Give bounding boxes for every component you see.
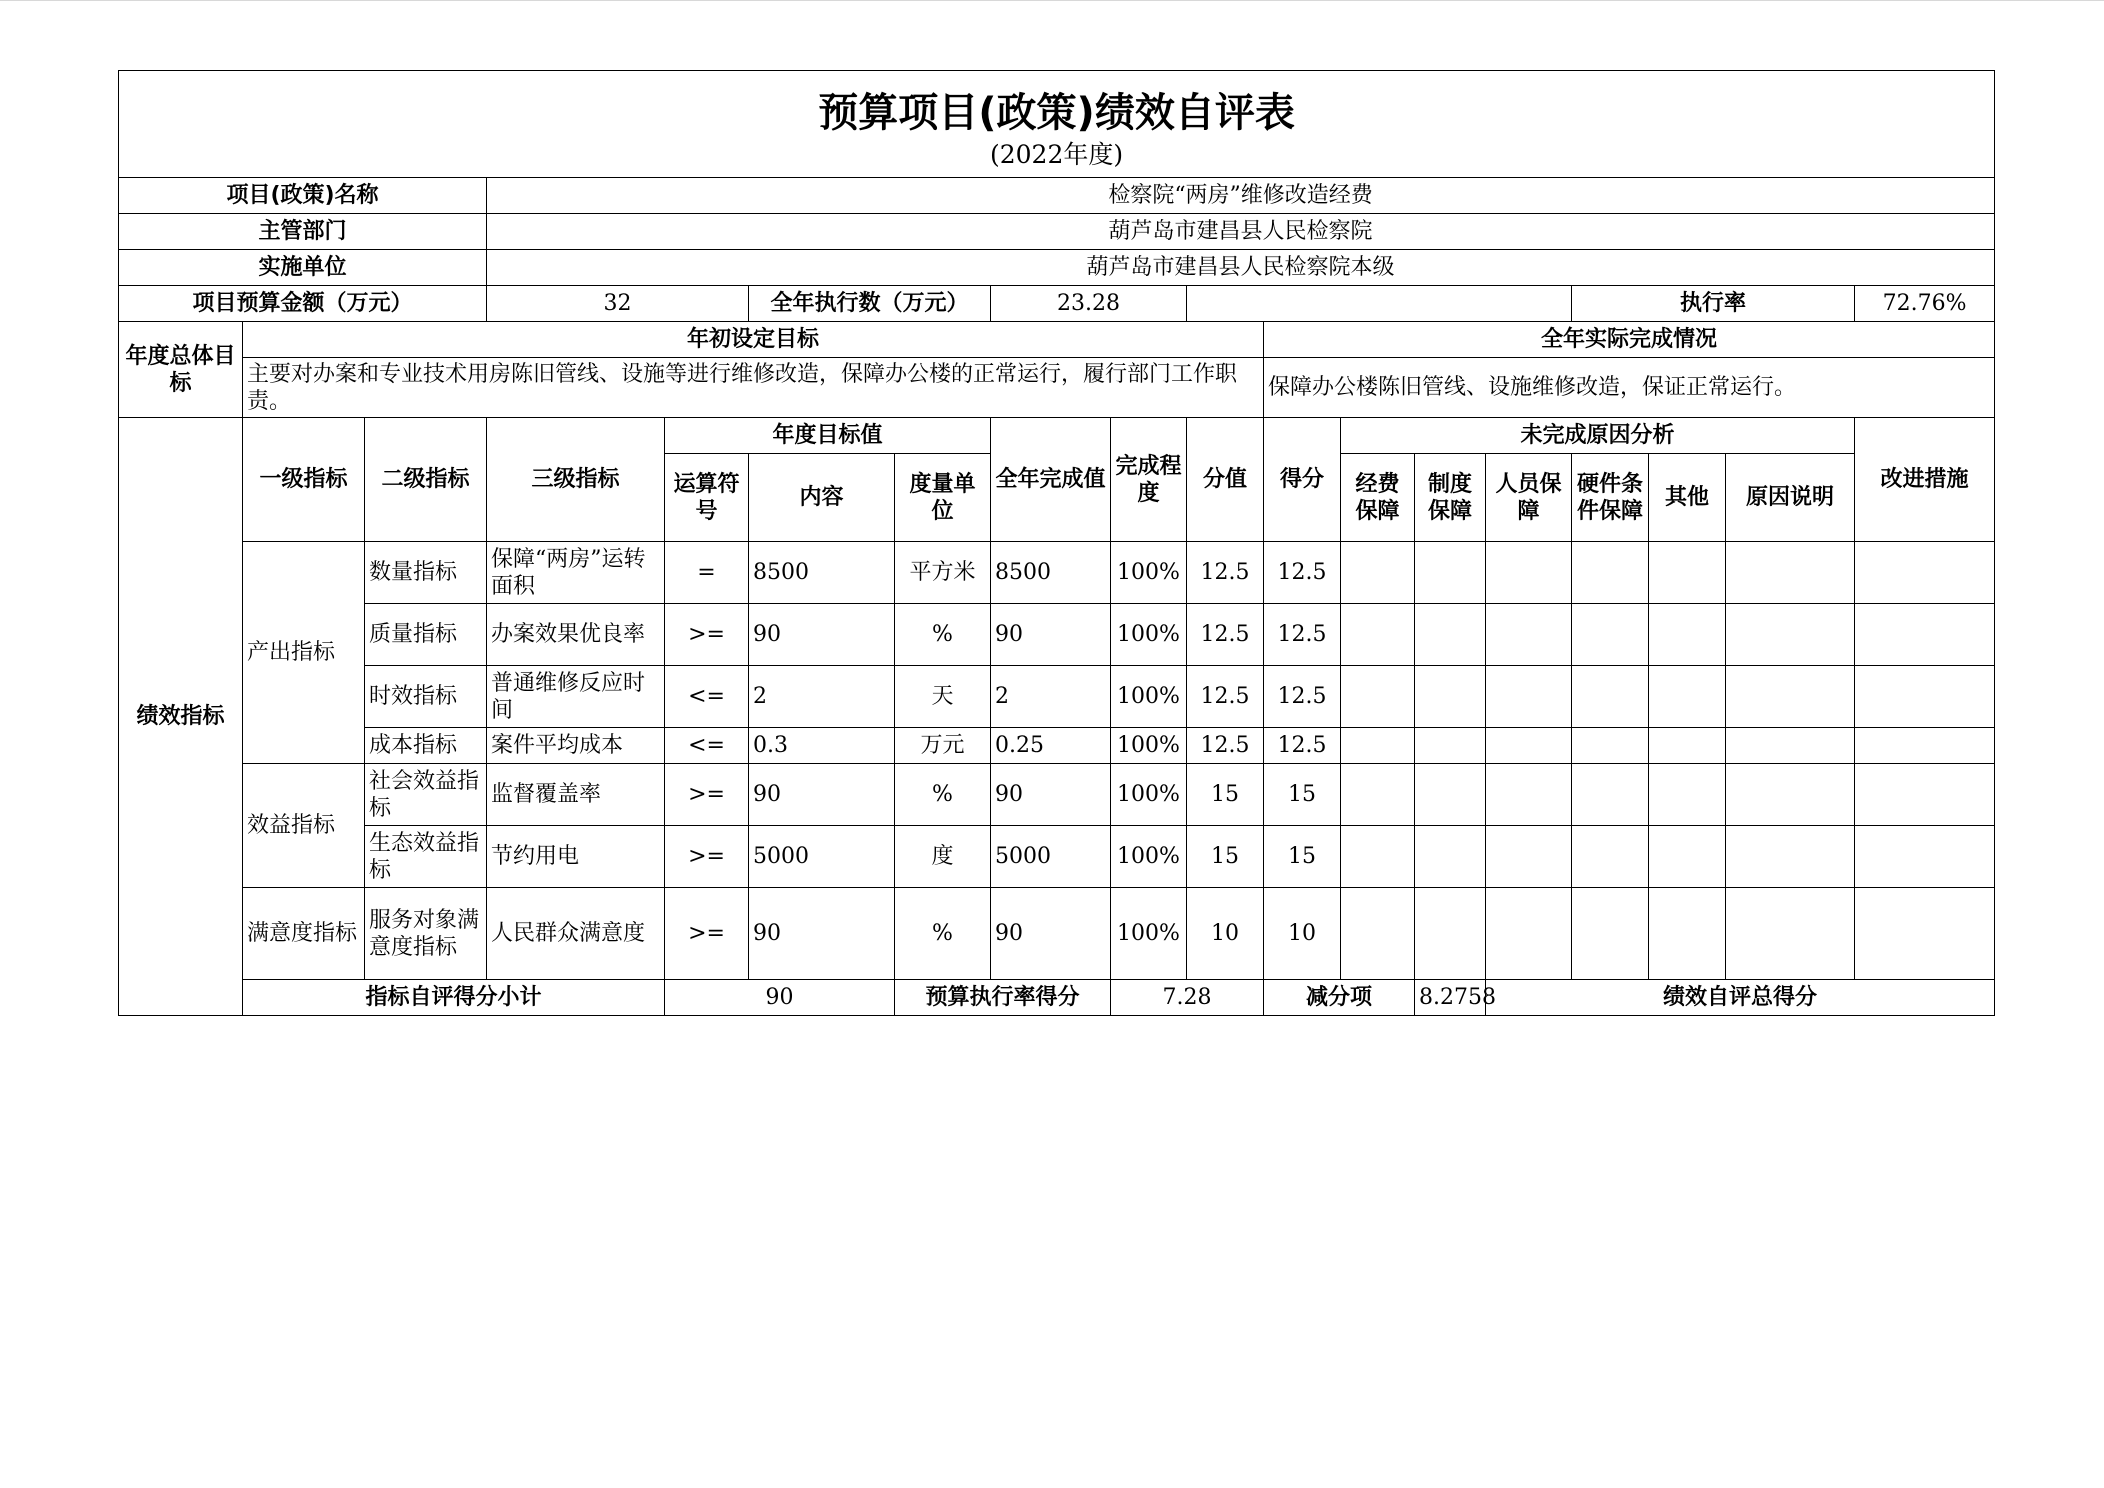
completion-cell: 100% bbox=[1111, 826, 1187, 888]
content-cell: 0.3 bbox=[749, 728, 895, 764]
department-value: 葫芦岛市建昌县人民检察院 bbox=[487, 214, 1995, 250]
operator-cell: <= bbox=[665, 728, 749, 764]
level3-cell: 监督覆盖率 bbox=[487, 764, 665, 826]
empty-cell bbox=[1341, 888, 1415, 980]
budget-amount-value: 32 bbox=[487, 286, 749, 322]
operator-cell: = bbox=[665, 542, 749, 604]
system-header: 制度保障 bbox=[1415, 454, 1486, 542]
value-cell: 12.5 bbox=[1187, 542, 1264, 604]
empty-cell bbox=[1572, 666, 1649, 728]
deduction-label: 减分项 bbox=[1264, 980, 1415, 1016]
completion-header: 完成程度 bbox=[1111, 418, 1187, 542]
completion-cell: 100% bbox=[1111, 542, 1187, 604]
improve-header: 改进措施 bbox=[1855, 418, 1995, 542]
operator-cell: >= bbox=[665, 764, 749, 826]
department-label: 主管部门 bbox=[119, 214, 487, 250]
unit-cell: % bbox=[895, 764, 991, 826]
level3-cell: 案件平均成本 bbox=[487, 728, 665, 764]
annual-exec-label: 全年执行数（万元） bbox=[749, 286, 991, 322]
title-cell bbox=[119, 71, 1995, 178]
score-cell: 12.5 bbox=[1264, 728, 1341, 764]
empty-cell bbox=[1649, 666, 1726, 728]
empty-cell bbox=[1415, 826, 1486, 888]
empty-cell bbox=[1649, 604, 1726, 666]
page-top-border bbox=[0, 0, 2104, 1]
performance-self-evaluation-table bbox=[118, 70, 1995, 1016]
empty-cell bbox=[1572, 888, 1649, 980]
operator-cell: <= bbox=[665, 666, 749, 728]
empty-cell bbox=[1572, 542, 1649, 604]
content-cell: 5000 bbox=[749, 826, 895, 888]
empty-cell bbox=[1415, 764, 1486, 826]
table-row bbox=[119, 728, 1995, 764]
level1-satisfaction: 满意度指标 bbox=[243, 888, 365, 980]
empty-cell bbox=[1855, 764, 1995, 826]
empty-cell bbox=[1855, 666, 1995, 728]
empty-cell bbox=[1855, 604, 1995, 666]
completion-cell: 100% bbox=[1111, 604, 1187, 666]
operator-header: 运算符号 bbox=[665, 454, 749, 542]
empty-cell bbox=[1486, 826, 1572, 888]
content-cell: 90 bbox=[749, 604, 895, 666]
empty-cell bbox=[1855, 888, 1995, 980]
completion-cell: 100% bbox=[1111, 666, 1187, 728]
empty-cell bbox=[1649, 826, 1726, 888]
level3-cell: 节约用电 bbox=[487, 826, 665, 888]
level2-cell: 质量指标 bbox=[365, 604, 487, 666]
annual-value-header: 全年完成值 bbox=[991, 418, 1111, 542]
empty-cell bbox=[1341, 666, 1415, 728]
exec-score-value: 7.28 bbox=[1111, 980, 1264, 1016]
empty-cell bbox=[1726, 888, 1855, 980]
exec-rate-label: 执行率 bbox=[1572, 286, 1855, 322]
operator-cell: >= bbox=[665, 604, 749, 666]
unit-cell: 平方米 bbox=[895, 542, 991, 604]
empty-cell bbox=[1415, 542, 1486, 604]
content-cell: 90 bbox=[749, 764, 895, 826]
unit-cell: % bbox=[895, 888, 991, 980]
unit-cell: 度 bbox=[895, 826, 991, 888]
level3-cell: 普通维修反应时间 bbox=[487, 666, 665, 728]
table-row bbox=[119, 604, 1995, 666]
exec-rate-value: 72.76% bbox=[1855, 286, 1995, 322]
score-cell: 15 bbox=[1264, 826, 1341, 888]
page-subtitle: (2022年度) bbox=[989, 140, 1124, 169]
empty-cell bbox=[1726, 604, 1855, 666]
empty-cell bbox=[1855, 542, 1995, 604]
unit-value: 葫芦岛市建昌县人民检察院本级 bbox=[487, 250, 1995, 286]
personnel-header: 人员保障 bbox=[1486, 454, 1572, 542]
value-cell: 10 bbox=[1187, 888, 1264, 980]
empty-cell bbox=[1486, 728, 1572, 764]
empty-cell bbox=[1341, 728, 1415, 764]
annual-goal-label: 年度总体目标 bbox=[119, 322, 243, 418]
actual-cell: 8500 bbox=[991, 542, 1111, 604]
empty-cell bbox=[1341, 826, 1415, 888]
empty-cell bbox=[1572, 604, 1649, 666]
unit-measure-header: 度量单位 bbox=[895, 454, 991, 542]
empty-cell bbox=[1649, 542, 1726, 604]
empty-cell bbox=[1415, 728, 1486, 764]
initial-goal-text: 主要对办案和专业技术用房陈旧管线、设施等进行维修改造，保障办公楼的正常运行，履行部门工作职责。 bbox=[243, 358, 1264, 418]
reason-header: 原因说明 bbox=[1726, 454, 1855, 542]
content-cell: 8500 bbox=[749, 542, 895, 604]
table-row bbox=[119, 888, 1995, 980]
empty-cell bbox=[1415, 666, 1486, 728]
subtotal-label: 指标自评得分小计 bbox=[243, 980, 665, 1016]
project-name-value: 检察院“两房”维修改造经费 bbox=[487, 178, 1995, 214]
empty-cell bbox=[1341, 604, 1415, 666]
level2-cell: 时效指标 bbox=[365, 666, 487, 728]
actual-cell: 2 bbox=[991, 666, 1111, 728]
value-cell: 15 bbox=[1187, 764, 1264, 826]
score-value-header: 分值 bbox=[1187, 418, 1264, 542]
subtotal-value: 90 bbox=[665, 980, 895, 1016]
performance-indicators-label: 绩效指标 bbox=[119, 418, 243, 1016]
empty-cell bbox=[1486, 542, 1572, 604]
empty-cell bbox=[1341, 764, 1415, 826]
initial-goal-header: 年初设定目标 bbox=[243, 322, 1264, 358]
table-row bbox=[119, 826, 1995, 888]
empty-cell bbox=[1726, 826, 1855, 888]
score-cell: 10 bbox=[1264, 888, 1341, 980]
score-header: 得分 bbox=[1264, 418, 1341, 542]
content-cell: 90 bbox=[749, 888, 895, 980]
empty-cell bbox=[1341, 542, 1415, 604]
empty-cell bbox=[1486, 666, 1572, 728]
actual-completion-header: 全年实际完成情况 bbox=[1264, 322, 1995, 358]
level3-header: 三级指标 bbox=[487, 418, 665, 542]
total-score-label: 绩效自评总得分 bbox=[1486, 980, 1995, 1016]
score-cell: 12.5 bbox=[1264, 666, 1341, 728]
score-cell: 12.5 bbox=[1264, 604, 1341, 666]
blank-cell bbox=[1187, 286, 1572, 322]
level3-cell: 人民群众满意度 bbox=[487, 888, 665, 980]
level1-output: 产出指标 bbox=[243, 542, 365, 764]
actual-completion-text: 保障办公楼陈旧管线、设施维修改造，保证正常运行。 bbox=[1264, 358, 1995, 418]
unmet-analysis-header: 未完成原因分析 bbox=[1341, 418, 1855, 454]
empty-cell bbox=[1649, 888, 1726, 980]
content-header: 内容 bbox=[749, 454, 895, 542]
empty-cell bbox=[1855, 728, 1995, 764]
table-row bbox=[119, 542, 1995, 604]
score-cell: 15 bbox=[1264, 764, 1341, 826]
level1-benefit: 效益指标 bbox=[243, 764, 365, 888]
level3-cell: 办案效果优良率 bbox=[487, 604, 665, 666]
empty-cell bbox=[1572, 764, 1649, 826]
level2-cell: 成本指标 bbox=[365, 728, 487, 764]
annual-exec-value: 23.28 bbox=[991, 286, 1187, 322]
level2-cell: 数量指标 bbox=[365, 542, 487, 604]
completion-cell: 100% bbox=[1111, 764, 1187, 826]
value-cell: 15 bbox=[1187, 826, 1264, 888]
page-title: 预算项目(政策)绩效自评表 bbox=[818, 90, 1295, 136]
actual-cell: 90 bbox=[991, 604, 1111, 666]
value-cell: 12.5 bbox=[1187, 666, 1264, 728]
completion-cell: 100% bbox=[1111, 888, 1187, 980]
empty-cell bbox=[1486, 604, 1572, 666]
deduction-value: 8.2758 bbox=[1415, 980, 1486, 1016]
completion-cell: 100% bbox=[1111, 728, 1187, 764]
unit-cell: % bbox=[895, 604, 991, 666]
funding-header: 经费保障 bbox=[1341, 454, 1415, 542]
empty-cell bbox=[1415, 888, 1486, 980]
empty-cell bbox=[1649, 764, 1726, 826]
empty-cell bbox=[1572, 826, 1649, 888]
actual-cell: 0.25 bbox=[991, 728, 1111, 764]
empty-cell bbox=[1726, 542, 1855, 604]
empty-cell bbox=[1486, 764, 1572, 826]
empty-cell bbox=[1415, 604, 1486, 666]
operator-cell: >= bbox=[665, 888, 749, 980]
empty-cell bbox=[1726, 666, 1855, 728]
content-cell: 2 bbox=[749, 666, 895, 728]
exec-score-label: 预算执行率得分 bbox=[895, 980, 1111, 1016]
score-cell: 12.5 bbox=[1264, 542, 1341, 604]
actual-cell: 90 bbox=[991, 764, 1111, 826]
other-header: 其他 bbox=[1649, 454, 1726, 542]
hardware-header: 硬件条件保障 bbox=[1572, 454, 1649, 542]
empty-cell bbox=[1649, 728, 1726, 764]
operator-cell: >= bbox=[665, 826, 749, 888]
actual-cell: 90 bbox=[991, 888, 1111, 980]
level2-cell: 社会效益指标 bbox=[365, 764, 487, 826]
empty-cell bbox=[1726, 764, 1855, 826]
unit-label: 实施单位 bbox=[119, 250, 487, 286]
project-name-label: 项目(政策)名称 bbox=[119, 178, 487, 214]
unit-cell: 天 bbox=[895, 666, 991, 728]
value-cell: 12.5 bbox=[1187, 728, 1264, 764]
empty-cell bbox=[1855, 826, 1995, 888]
empty-cell bbox=[1726, 728, 1855, 764]
actual-cell: 5000 bbox=[991, 826, 1111, 888]
value-cell: 12.5 bbox=[1187, 604, 1264, 666]
level1-header: 一级指标 bbox=[243, 418, 365, 542]
budget-amount-label: 项目预算金额（万元） bbox=[119, 286, 487, 322]
table-row bbox=[119, 666, 1995, 728]
level2-header: 二级指标 bbox=[365, 418, 487, 542]
level3-cell: 保障“两房”运转面积 bbox=[487, 542, 665, 604]
level2-cell: 生态效益指标 bbox=[365, 826, 487, 888]
empty-cell bbox=[1572, 728, 1649, 764]
empty-cell bbox=[1486, 888, 1572, 980]
table-row bbox=[119, 764, 1995, 826]
annual-target-header: 年度目标值 bbox=[665, 418, 991, 454]
unit-cell: 万元 bbox=[895, 728, 991, 764]
level2-cell: 服务对象满意度指标 bbox=[365, 888, 487, 980]
